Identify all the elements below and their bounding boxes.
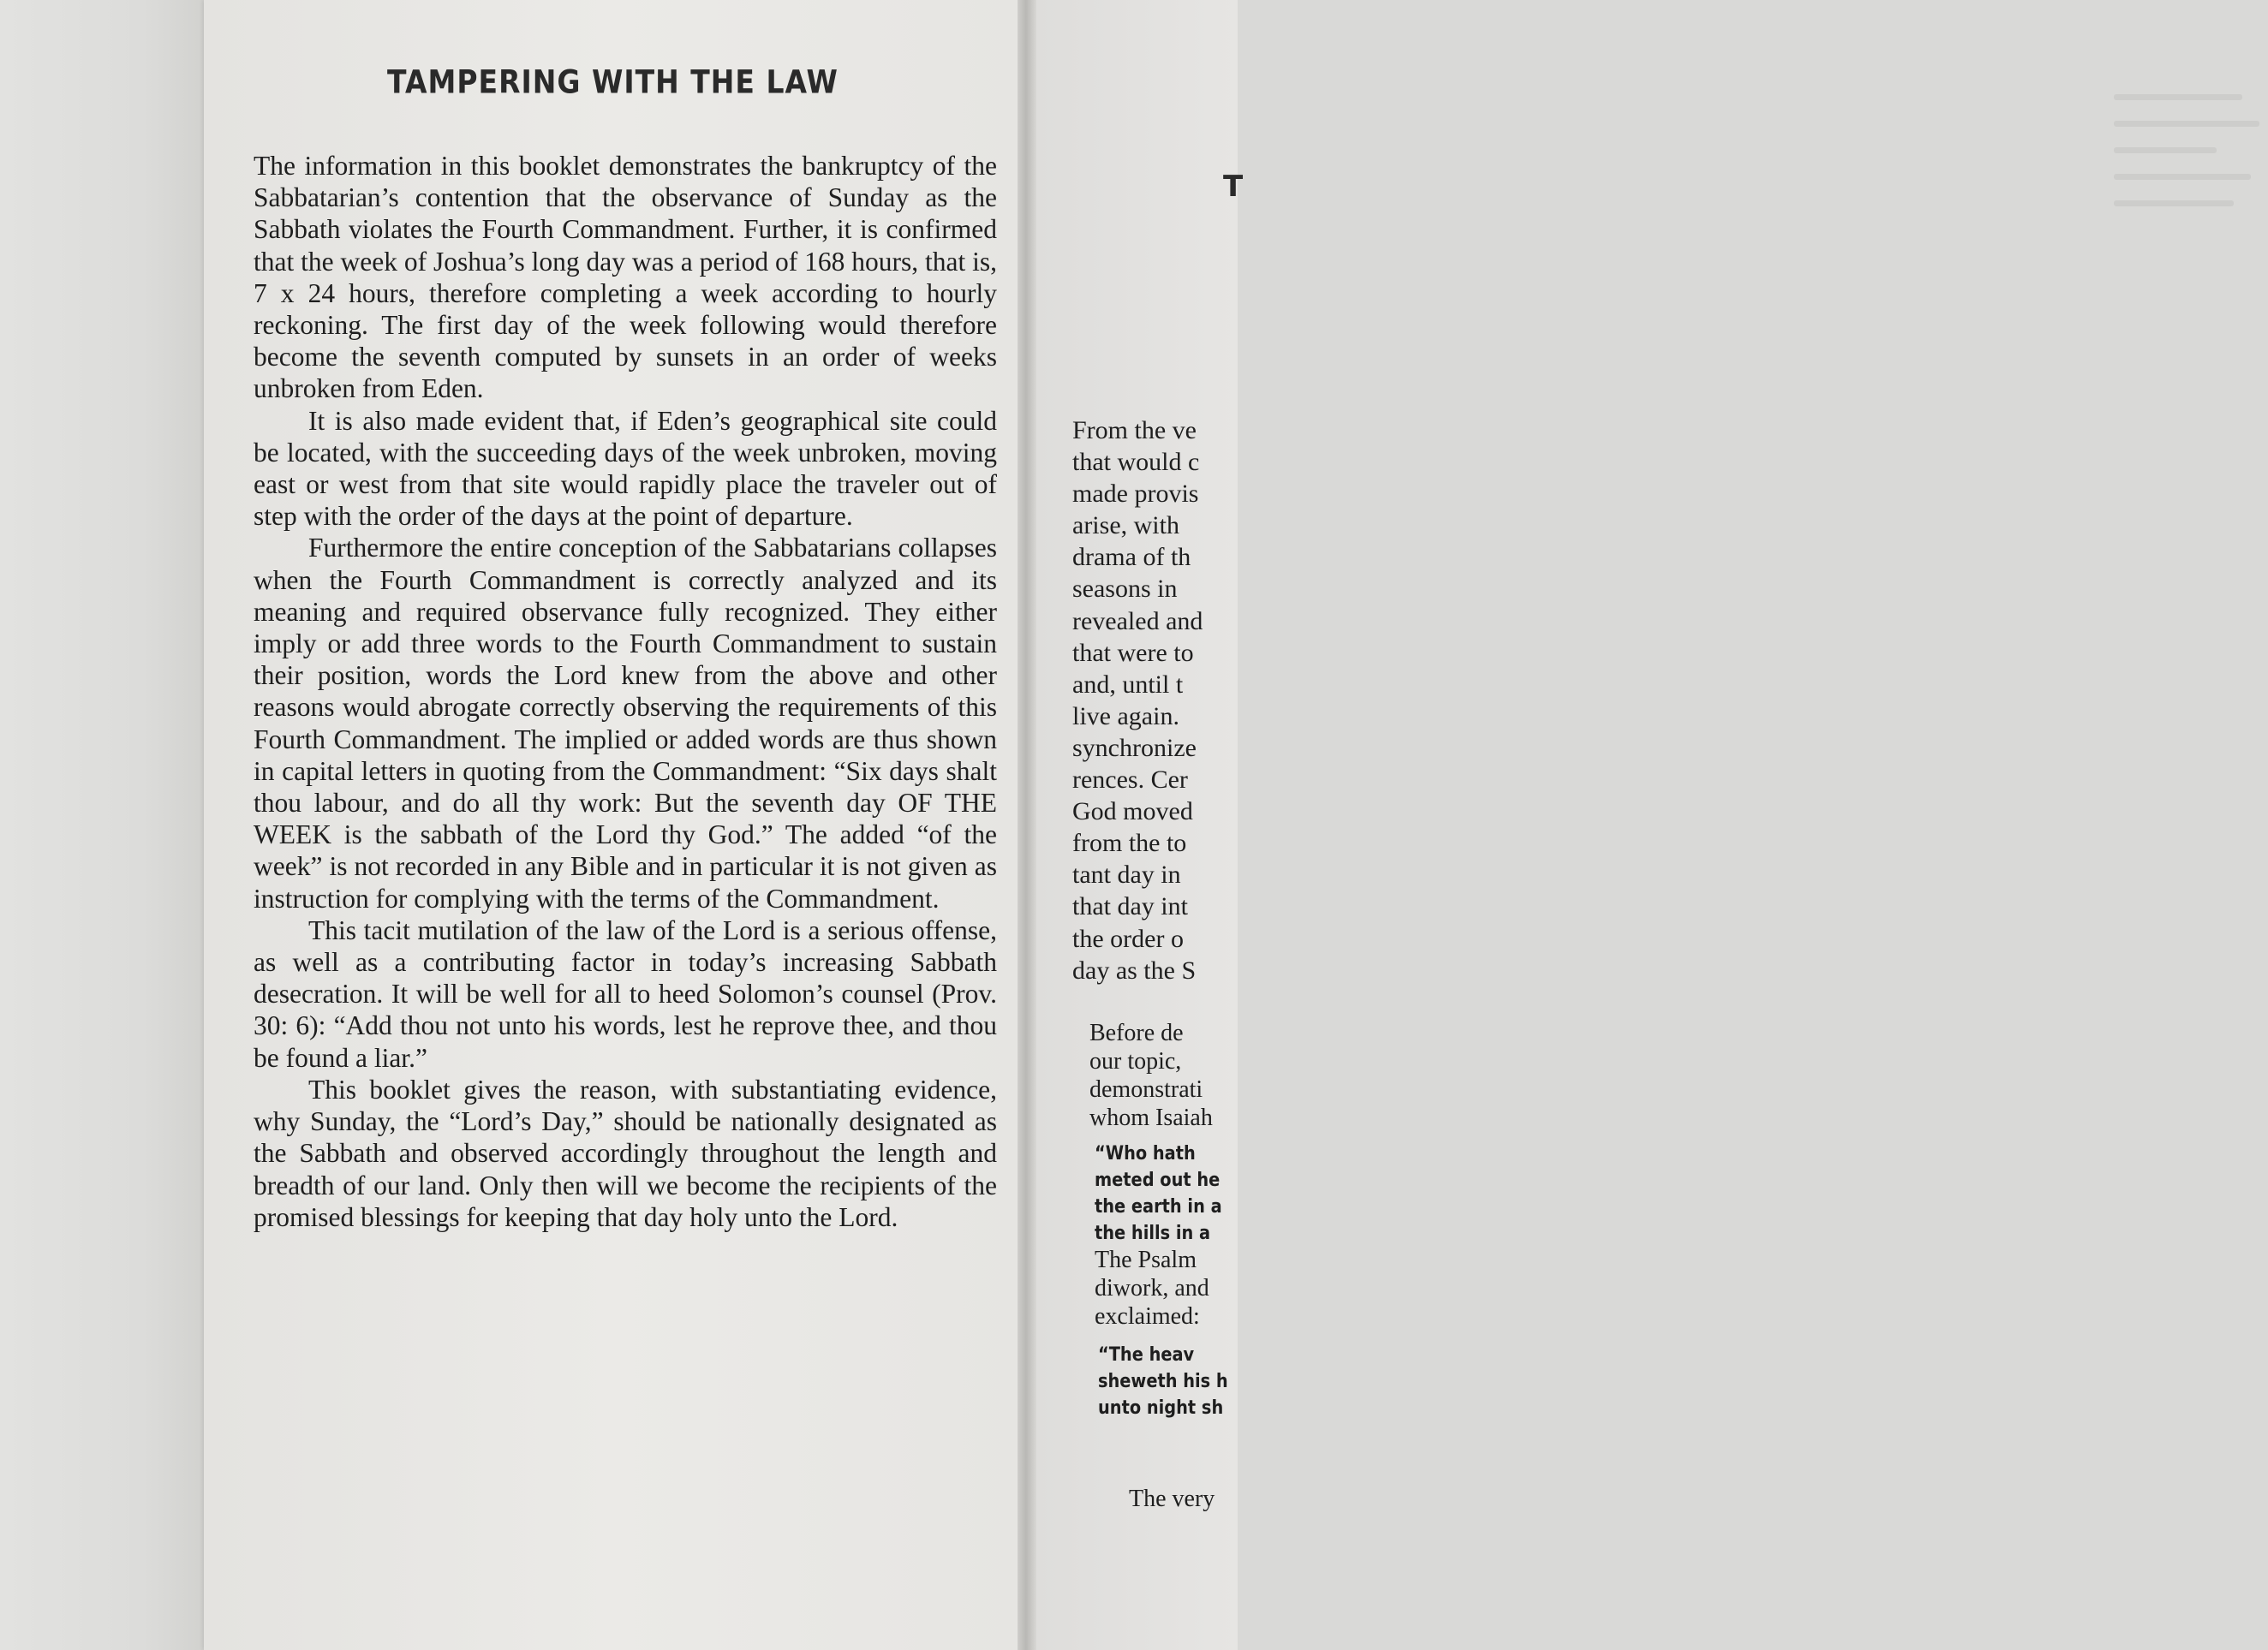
left-margin: [0, 0, 204, 1650]
facing-page-paragraph-1: [1072, 414, 1295, 986]
text-line: From the ve: [1072, 416, 1197, 444]
text-line: the order o: [1072, 924, 1184, 953]
text-line: unto night sh: [1098, 1397, 1224, 1419]
text-line: the hills in a: [1095, 1223, 1211, 1244]
text-line: seasons in: [1072, 575, 1178, 604]
facing-page-quote-1: [1095, 1141, 1291, 1247]
text-line: Before de: [1089, 1020, 1184, 1046]
text-line: day as the S: [1072, 956, 1197, 985]
text-line: live again.: [1072, 701, 1179, 730]
text-line: revealed and: [1072, 606, 1203, 635]
text-line: the earth in a: [1095, 1196, 1222, 1218]
paragraph-2: It is also made evident that, if Eden’s geographical site could be located, with the succeeding days of the week unbroken, moving east or west from that site would rapidly place the traveler out of step with the order of the days at the point of departure.: [254, 405, 997, 532]
page-title: TAMPERING WITH THE LAW: [387, 63, 839, 101]
text-line: our topic,: [1089, 1048, 1182, 1075]
facing-page-paragraph-3: [1095, 1246, 1317, 1331]
text-line: tant day in: [1072, 861, 1181, 890]
text-line: arise, with: [1072, 511, 1179, 540]
facing-page-quote-2: [1098, 1342, 1294, 1421]
paragraph-5: This booklet gives the reason, with substantiating evidence, why Sunday, the “Lord’s Day,” should be nationally designated as the Sabbath and observed accordingly throughout the length and breadth of our land. Only then will we become the recipients of the promised blessings for keeping that day holy unto the Lord.: [254, 1074, 997, 1232]
text-line: whom Isaiah: [1089, 1105, 1213, 1131]
text-line: synchronize: [1072, 733, 1197, 762]
text-line: The very: [1129, 1486, 1215, 1512]
text-line: that were to: [1072, 638, 1194, 667]
body-text: [254, 150, 997, 1233]
facing-page-paragraph-2: [1089, 1019, 1312, 1132]
text-line: diwork, and: [1095, 1275, 1209, 1302]
text-line: drama of th: [1072, 543, 1191, 572]
text-line: God moved: [1072, 797, 1193, 826]
text-line: “The heav: [1098, 1344, 1195, 1366]
text-line: rences. Cer: [1072, 765, 1188, 795]
text-line: and, until t: [1072, 670, 1184, 699]
paragraph-1: The information in this booklet demonstrates the bankruptcy of the Sabbatarian’s contention that the observance of Sunday as the Sabbath violates the Fourth Commandment. Further, it is confirmed that the week of Joshua’s long day was a period of 168 hours, that is, 7 x 24 hours, therefore completing a week according to hourly reckoning. The first day of the week following would therefore become the seventh computed by sunsets in an order of weeks unbroken from Eden.: [254, 151, 997, 404]
text-line: from the to: [1072, 829, 1187, 858]
paragraph-3: Furthermore the entire conception of the Sabbatarians collapses when the Fourth Commandment is correctly analyzed and its meaning and required observance fully recognized. They either imply or add three words to the Fourth Commandment to sustain their position, words the Lord knew from the above and other reasons would abrogate correctly observing the requirements of this Fourth Commandment. The implied or added words are thus shown in capital letters in quoting from the Commandment: “Six days shalt thou labour, and do all thy work: But the seventh day OF THE WEEK is the sabbath of the Lord thy God.” The added “of the week” is not recorded in any Bible and in particular it is not given as instruction for complying with the terms of the Commandment.: [254, 533, 997, 914]
facing-page-paragraph-4: [1129, 1485, 1352, 1513]
text-line: that would c: [1072, 448, 1200, 477]
book-gutter: [1018, 0, 1036, 1650]
text-line: exclaimed:: [1095, 1303, 1200, 1330]
text-line: sheweth his h: [1098, 1371, 1228, 1392]
text-line: demonstrati: [1089, 1076, 1203, 1103]
facing-page-heading: T: [1223, 170, 1244, 204]
paragraph-4: This tacit mutilation of the law of the Lord is a serious offense, as well as a contributing factor in today’s increasing Sabbath desecration. It will be well for all to heed Solomon’s counsel (Prov. 30: 6): “Add thou not unto his words, lest he reprove thee, and thou be found a liar.”: [254, 914, 997, 1073]
text-line: meted out he: [1095, 1170, 1221, 1191]
text-line: made provis: [1072, 480, 1199, 509]
text-line: that day int: [1072, 892, 1188, 921]
text-line: “Who hath: [1095, 1143, 1196, 1165]
text-line: The Psalm: [1095, 1247, 1197, 1273]
show-through-text: [2114, 94, 2268, 227]
